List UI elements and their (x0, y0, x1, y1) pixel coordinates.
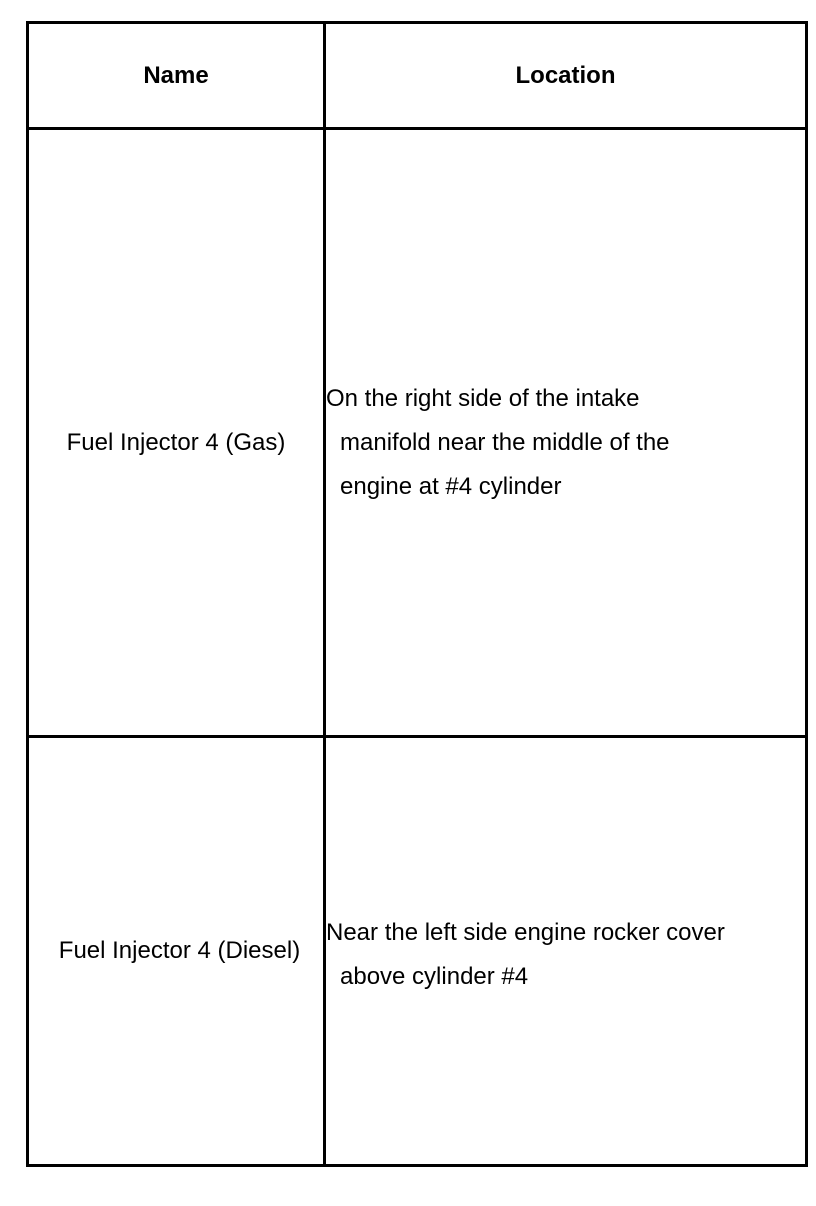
row-location-text: On the right side of the intake manifold near the middle of the engine at #4 cylinder (326, 384, 670, 500)
header-name (29, 24, 323, 127)
header-location-label: Location (515, 61, 616, 89)
header-location (326, 24, 805, 127)
table-row-name (29, 738, 326, 1164)
table-row-location (326, 738, 805, 1164)
header-name-label: Name (143, 61, 209, 89)
table-row-location (326, 130, 805, 735)
row-name-text: Fuel Injector 4 (Diesel) (58, 937, 301, 964)
row-name-text: Fuel Injector 4 (Gas) (66, 428, 286, 456)
row-location-text: Near the left side engine rocker cover above cylinder #4 (326, 919, 725, 990)
components-table (26, 21, 808, 1167)
table-row-name (29, 130, 323, 735)
